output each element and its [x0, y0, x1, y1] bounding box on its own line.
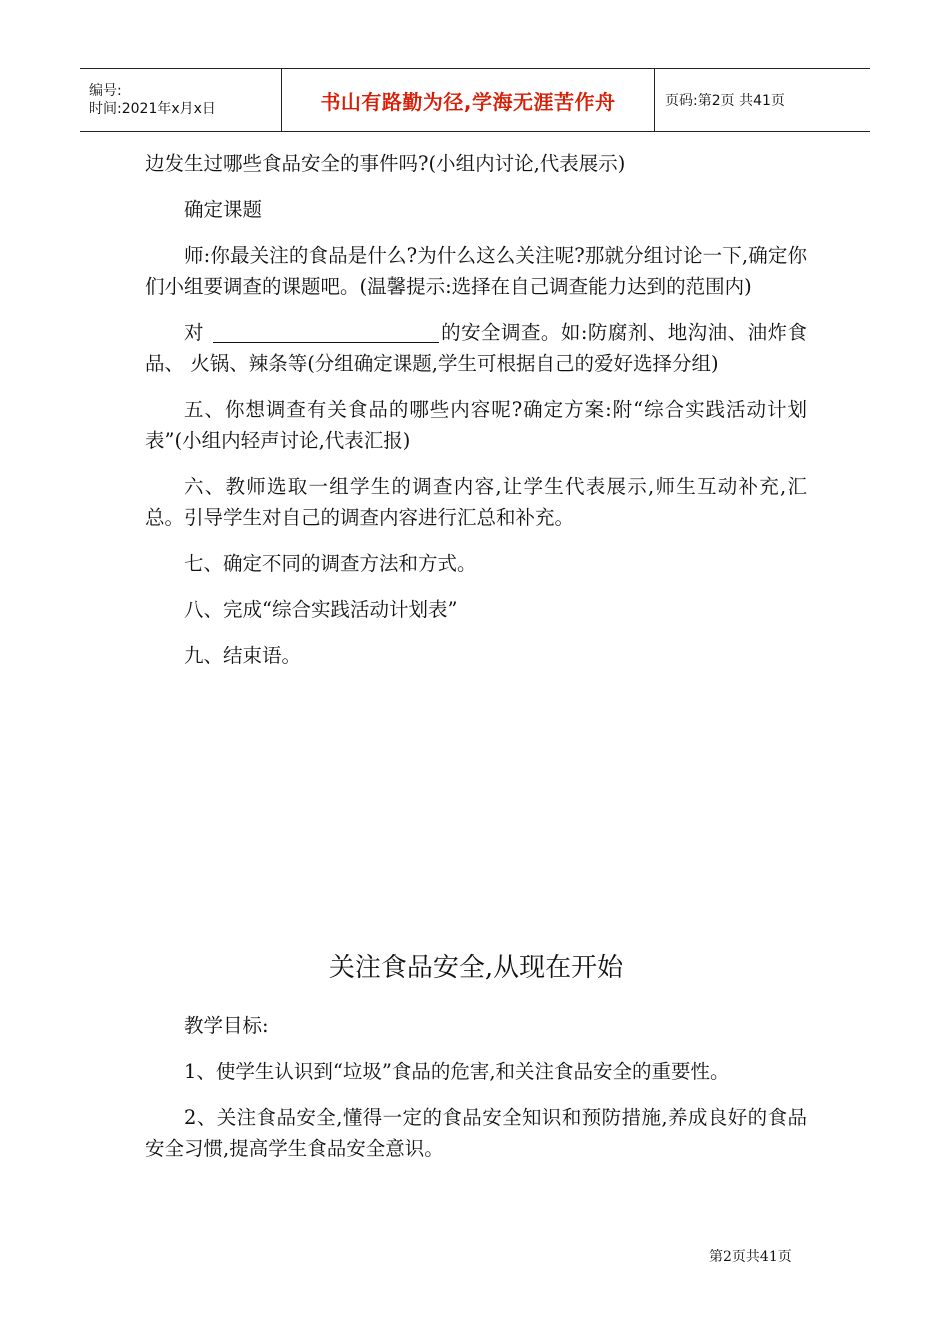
time-label: 时间:2021年x月x日 — [89, 101, 216, 117]
paragraph: 确定课题 — [184, 198, 263, 221]
page-header — [80, 68, 870, 132]
paragraph: 五、你想调查有关食品的哪些内容呢?确定方案:附“综合实践活动计划表”(小组内轻声讨论,代表汇报) — [145, 398, 807, 452]
paragraph: 九、结束语。 — [184, 644, 302, 667]
paragraph: 八、完成“综合实践活动计划表” — [184, 598, 458, 621]
paragraph: 边发生过哪些食品安全的事件吗?(小组内讨论,代表展示) — [145, 152, 626, 175]
number-label: 编号: — [89, 83, 122, 99]
paragraph: 2、关注食品安全,懂得一定的食品安全知识和预防措施,养成良好的食品安全习惯,提高学生食品安全意识。 — [145, 1106, 807, 1160]
paragraph: 师:你最关注的食品是什么?为什么这么关注呢?那就分组讨论一下,确定你们小组要调查的课题吧。(温馨提示:选择在自己调查能力达到的范围内) — [145, 244, 807, 298]
blank-suffix: 的安全调查。如:防腐剂、地沟油、油炸食品、 火锅、辣条等(分组确定课题,学生可根据自己的爱好选择分组) — [145, 321, 807, 375]
page-footer: 第2页共41页 — [709, 1249, 792, 1265]
header-motto: 书山有路勤为径,学海无涯苦作舟 — [282, 69, 655, 131]
header-page-info: 页码:第2页 共41页 — [665, 93, 785, 109]
header-meta — [80, 69, 282, 131]
section-body — [145, 1010, 807, 1179]
paragraph-fill-blank — [145, 317, 807, 379]
blank-prefix: 对 — [184, 321, 204, 344]
paragraph: 六、教师选取一组学生的调查内容,让学生代表展示,师生互动补充,汇总。引导学生对自己的调查内容进行汇总和补充。 — [145, 475, 807, 529]
document-body — [145, 148, 807, 686]
paragraph: 教学目标: — [184, 1014, 269, 1037]
fill-in-blank-line — [213, 322, 439, 343]
paragraph: 1、使学生认识到“垃圾”食品的危害,和关注食品安全的重要性。 — [184, 1060, 730, 1083]
paragraph: 七、确定不同的调查方法和方式。 — [184, 552, 477, 575]
section-title: 关注食品安全,从现在开始 — [328, 953, 624, 983]
